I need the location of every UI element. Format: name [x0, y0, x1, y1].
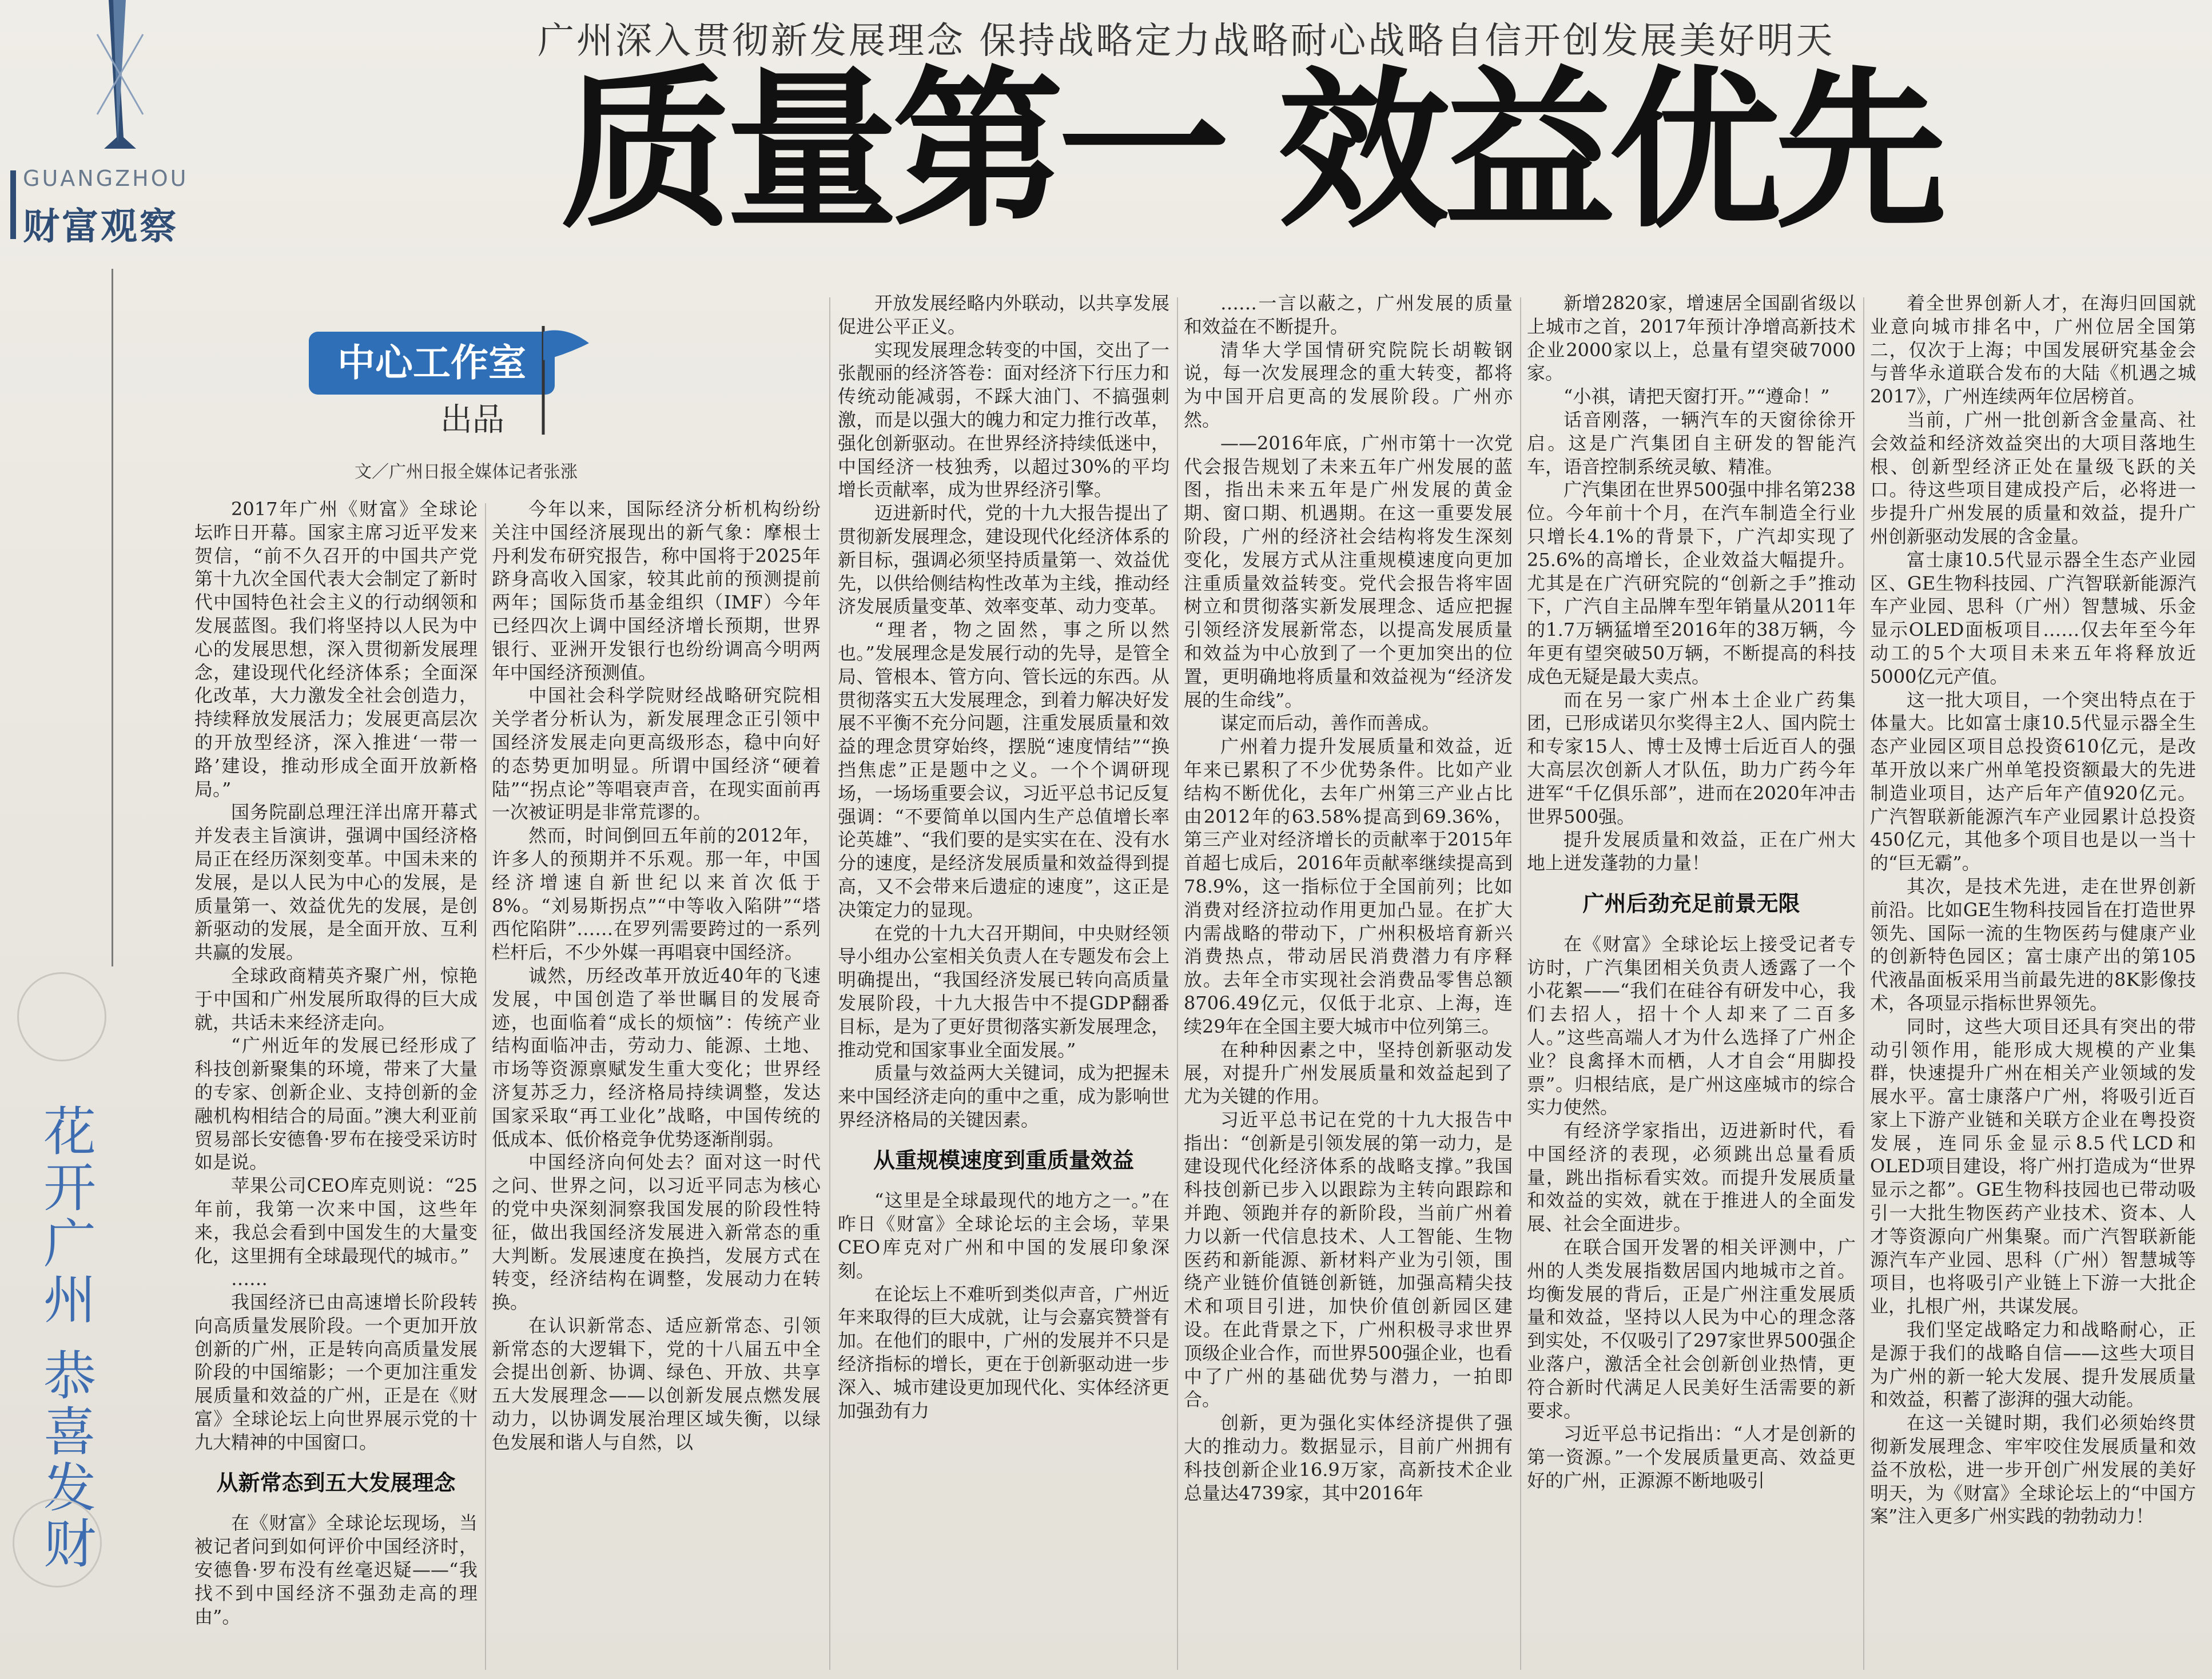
article-paragraph: 全球政商精英齐聚广州，惊艳于中国和广州发展所取得的巨大成就，共话未来经济走向。 [194, 964, 478, 1033]
article-paragraph: 诚然，历经改革开放近40年的飞速发展，中国创造了举世瞩目的发展奇迹，也面临着“成长的烦恼”：传统产业结构面临冲击，劳动力、能源、土地、市场等资源禀赋发生重大变化；世界经济复苏乏力，经济格局持续调整，发达国家采取“再工业化”战略，中国传统的低成本、低价格竞争优势逐渐削弱。 [492, 964, 821, 1150]
article-paragraph: 当前，广州一批创新含金量高、社会效益和经济效益突出的大项目落地生根、创新型经济正处在量级飞跃的关口。待这些项目建成投产后，必将进一步提升广州发展的质量和效益，提升广州创新驱动发展的含金量。 [1870, 408, 2196, 547]
article-paragraph: 这一批大项目，一个突出特点在于体量大。比如富士康10.5代显示器全生态产业园区项目总投资610亿元，是改革开放以来广州单笔投资额最大的先进制造业项目，达产后年产值920亿元。广汽智联新能源汽车产业园累计总投资450亿元，其他多个项目也是以一当十的“巨无霸”。 [1870, 689, 2196, 874]
article-paragraph: ……一言以蔽之，广州发展的质量和效益在不断提升。 [1184, 292, 1513, 337]
article-paragraph: 在《财富》全球论坛现场，当被记者问到如何评价中国经济时，安德鲁·罗布没有丝毫迟疑——“我找不到中国经济不强劲走高的理由”。 [194, 1512, 478, 1628]
masthead-accent-bar [10, 170, 16, 239]
article-paragraph: 话音刚落，一辆汽车的天窗徐徐开启。这是广汽集团自主研发的智能汽车，语音控制系统灵敏、精准。 [1527, 408, 1856, 478]
article-paragraph: 在这一关键时期，我们必须始终贯彻新发展理念、牢牢咬住发展质量和效益不放松，进一步开创广州发展的美好明天，为《财富》全球论坛上的“中国方案”注入更多广州实践的勃勃动力！ [1870, 1412, 2196, 1527]
article-paragraph: 我们坚定战略定力和战略耐心，正是源于我们的战略自信——这些大项目为广州的新一轮大发展、提升发展质量和效益，积蓄了澎湃的强大动能。 [1870, 1319, 2196, 1411]
article-column-4 [1184, 292, 1513, 1505]
article-paragraph: 富士康10.5代显示器全生态产业园区、GE生物科技园、广汽智联新能源汽车产业园、思科（广州）智慧城、乐金显示OLED面板项目……仅去年至今年动工的5个大项目未来五年将释放近5000亿元产值。 [1870, 548, 2196, 687]
flag-icon [526, 320, 595, 435]
article-column-1 [194, 498, 478, 1628]
main-headline: 质量第一 效益优先 [560, 51, 1942, 251]
article-paragraph: 我国经济已由高速增长阶段转向高质量发展阶段。一个更加开放创新的广州，正是转向高质量发展阶段的中国缩影；一个更加注重发展质量和效益的广州，正是在《财富》全球论坛上向世界展示党的十九大精神的中国窗口。 [194, 1291, 478, 1453]
article-paragraph: 在党的十九大召开期间，中央财经领导小组办公室相关负责人在专题发布会上明确提出，“我国经济发展已转向高质量发展阶段，十九大报告中不提GDP翻番目标，是为了更好贯彻落实新发展理念，推动党和国家事业全面发展。” [838, 922, 1169, 1061]
article-column-6 [1870, 292, 2196, 1528]
article-paragraph: 中国经济向何处去？面对这一时代之问、世界之问，以习近平同志为核心的党中央深刻洞察我国发展的阶段性特征，做出我国经济发展进入新常态的重大判断。发展速度在换挡，发展方式在转变，经济结构在调整，发展动力在转换。 [492, 1151, 821, 1314]
article-paragraph: 中国社会科学院财经战略研究院相关学者分析认为，新发展理念正引领中国经济发展走向更高级形态，稳中向好的态势更加明显。所谓中国经济“硬着陆”“拐点论”等唱衰声音，在现实面前再一次被证明是非常荒谬的。 [492, 685, 821, 823]
article-paragraph: 广州着力提升发展质量和效益，近年来已累积了不少优势条件。比如产业结构不断优化，去年广州第三产业占比由2012年的63.58%提高到69.36%，第三产业对经济增长的贡献率于2015年首超七成后，2016年贡献率继续提高到78.9%，这一指标位于全国前列；比如消费对经济拉动作用更加凸显。在扩大内需战略的带动下，广州积极培育新兴消费热点，带动居民消费潜力有序释放。去年全市实现社会消费品零售总额8706.49亿元，仅低于北京、上海，连续29年在全国主要大城市中位列第三。 [1184, 735, 1513, 1037]
article-paragraph: 国务院副总理汪洋出席开幕式并发表主旨演讲，强调中国经济格局正在经历深刻变革。中国未来的发展，是以人民为中心的发展，是质量第一、效益优先的发展，是创新驱动的发展，是全面开放、互利共赢的发展。 [194, 801, 478, 964]
article-paragraph: 实现发展理念转变的中国，交出了一张靓丽的经济答卷：面对经济下行压力和传统动能减弱，不踩大油门、不搞强刺激，而是以强大的魄力和定力推行改革，强化创新驱动。在世界经济持续低迷中，中国经济一枝独秀，以超过30%的平均增长贡献率，成为世界经济引擎。 [838, 339, 1169, 501]
article-paragraph: 清华大学国情研究院院长胡鞍钢说，每一次发展理念的重大转变，都将为中国开启更高的发展阶段。广州亦然。 [1184, 339, 1513, 431]
article-paragraph: 迈进新时代，党的十九大报告提出了贯彻新发展理念，建设现代化经济体系的新目标，强调必须坚持质量第一、效益优先，以供给侧结构性改革为主线，推动经济发展质量变革、效率变革、动力变革。 [838, 502, 1169, 618]
article-paragraph: 在种种因素之中，坚持创新驱动发展，对提升广州发展质量和效益起到了尤为关键的作用。 [1184, 1039, 1513, 1108]
article-paragraph: 在认识新常态、适应新常态、引领新常态的大逻辑下，党的十八届五中全会提出创新、协调、绿色、开放、共享五大发展理念——以创新发展点燃发展动力，以协调发展治理区域失衡，以绿色发展和谐人与自然，以 [492, 1314, 821, 1453]
canton-tower-icon [69, 0, 172, 149]
article-paragraph: 有经济学家指出，迈进新时代，看中国经济的表现，必须跳出总量看质量，跳出指标看实效。而提升发展质量和效益的实效，就在于推进人的全面发展、社会全面进步。 [1527, 1120, 1856, 1235]
column-divider [1863, 297, 1864, 1670]
article-paragraph: 而在另一家广州本土企业广药集团，已形成诺贝尔奖得主2人、国内院士和专家15人、博士及博士后近百人的强大高层次创新人才队伍，助力广药今年进军“千亿俱乐部”，进而在2020年冲击世界500强。 [1527, 689, 1856, 827]
studio-badge [309, 320, 606, 446]
article-paragraph: 广汽集团在世界500强中排名第238位。今年前十个月，在汽车制造全行业只增长4.1%的背景下，广汽却实现了25.6%的高增长，企业效益大幅提升。尤其是在广汽研究院的“创新之手”推动下，广汽自主品牌车型年销量从2011年的1.7万辆猛增至2016年的38万辆，今年更有望突破50万辆，不断提高的科技成色无疑是最大卖点。 [1527, 479, 1856, 687]
decorative-rosette-icon [17, 972, 106, 1061]
article-paragraph: “理者，物之固然，事之所以然也。”发展理念是发展行动的先导，是管全局、管根本、管方向、管长远的东西。从贯彻落实五大发展理念，到着力解决好发展不平衡不充分问题，注重发展质量和效益的理念贯穿始终，摆脱“速度情结”“换挡焦虑”正是题中之义。一个个调研现场，一场场重要会议，习近平总书记反复强调：“不要简单以国内生产总值增长率论英雄”、“我们要的是实实在在、没有水分的速度，是经济发展质量和效益得到提高，又不会带来后遗症的速度”，这正是决策定力的显现。 [838, 619, 1169, 921]
article-paragraph: 质量与效益两大关键词，成为把握未来中国经济走向的重中之重，成为影响世界经济格局的关键因素。 [838, 1062, 1169, 1131]
section-heading-2: 从重规模速度到重质量效益 [873, 1147, 1134, 1173]
article-paragraph: 谋定而后动，善作而善成。 [1220, 712, 1441, 734]
article-paragraph: “这里是全球最现代的地方之一。”在昨日《财富》全球论坛的主会场，苹果CEO库克对广州和中国的发展印象深刻。 [838, 1189, 1169, 1282]
article-paragraph: 在《财富》全球论坛上接受记者专访时，广汽集团相关负责人透露了一个小花絮——“我们在硅谷有研发中心，我们去招人，招十个人却来了二百多人。”这些高端人才为什么选择了广州企业？良禽择木而栖，人才自会“用脚投票”。归根结底，是广州这座城市的综合实力使然。 [1527, 933, 1856, 1119]
article-paragraph: 新增2820家，增速居全国副省级以上城市之首，2017年预计净增高新技术企业2000家以上，总量有望突破7000家。 [1527, 292, 1856, 384]
article-paragraph: 今年以来，国际经济分析机构纷纷关注中国经济展现出的新气象：摩根士丹利发布研究报告，称中国将于2025年跻身高收入国家，较其此前的预测提前两年；国际货币基金组织（IMF）今年已经四次上调中国经济增长预期，世界银行、亚洲开发银行也纷纷调高今明两年中国经济预测值。 [492, 498, 821, 683]
article-paragraph: “广州近年的发展已经形成了科技创新聚集的环境，带来了大量的专家、创新企业、支持创新的金融机构相结合的局面。”澳大利亚前贸易部长安德鲁·罗布在接受采访时如是说。 [194, 1035, 478, 1173]
article-paragraph: ——2016年底，广州市第十一次党代会报告规划了未来五年广州发展的蓝图，指出未来五年是广州发展的黄金期、窗口期、机遇期。在这一重要发展阶段，广州的经济社会结构将发生深刻变化，发展方式从注重规模速度向更加注重质量效益转变。党代会报告将牢固树立和贯彻落实新发展理念、适应把握引领经济发展新常态，以提高发展质量和效益为中心放到了一个更加突出的位置，更明确地将质量和效益视为“经济发展的生命线”。 [1184, 432, 1513, 711]
masthead-city: GUANGZHOU [23, 166, 189, 191]
article-paragraph: 2017年广州《财富》全球论坛昨日开幕。国家主席习近平发来贺信，“前不久召开的中国共产党第十九次全国代表大会制定了新时代中国特色社会主义的行动纲领和发展蓝图。我们将坚持以人民为中心的发展思想，深入贯彻新发展理念，建设现代化经济体系；全面深化改革，大力激发全社会创造力，持续释放发展活力；发展更高层次的开放型经济，深入推进‘一带一路’建设，推动形成全面开放新格局。” [194, 498, 478, 800]
article-paragraph: 同时，这些大项目还具有突出的带动引领作用，能形成大规模的产业集群，快速提升广州在相关产业领域的发展水平。富士康落户广州，将吸引近百家上下游产业链和关联方企业在粤投资发展，连同乐金显示8.5代LCD和OLED项目建设，将广州打造成为“世界显示之都”。GE生物科技园也已带动吸引一大批生物医药产业技术、资本、人才等资源向广州集聚。而广汽智联新能源汽车产业园、思科（广州）智慧城等项目，也将吸引产业链上下游一大批企业，扎根广州，共谋发展。 [1870, 1015, 2196, 1318]
side-rule [112, 269, 113, 966]
article-paragraph: …… [231, 1268, 268, 1290]
headline-kicker: 广州深入贯彻新发展理念 保持战略定力战略耐心战略自信开创发展美好明天 [538, 20, 1835, 62]
decorative-seal-icon [13, 1498, 102, 1588]
article-paragraph: 开放发展经略内外联动，以共享发展促进公平正义。 [838, 292, 1169, 337]
vertical-slogan: 花开广州 恭喜发财 [35, 1104, 96, 1573]
article-paragraph: 习近平总书记在党的十九大报告中指出：“创新是引领发展的第一动力，是建设现代化经济体系的战略支撑。”我国科技创新已步入以跟踪为主转向跟踪和并跑、领跑并存的新阶段，当前广州着力以新一代信息技术、人工智能、生物医药和新能源、新材料产业为引领，围绕产业链价值链创新链，加强高精尖技术和项目引进，加快价值创新园区建设。在此背景之下，广州积极寻求世界顶级企业合作，而世界500强企业，也看中了广州的基础优势与潜力，一拍即合。 [1184, 1108, 1513, 1411]
section-title: 财富观察 [23, 206, 178, 248]
article-column-3 [838, 292, 1169, 1422]
section-heading-3: 广州后劲充足前景无限 [1582, 890, 1800, 916]
column-divider [1520, 297, 1521, 1670]
column-divider [829, 297, 830, 1670]
studio-sub: 出品 [440, 401, 504, 439]
article-paragraph: 然而，时间倒回五年前的2012年，许多人的预期并不乐观。那一年，中国经济增速自新世纪以来首次低于8%。“刘易斯拐点”“中等收入陷阱”“塔西佗陷阱”……在罗列需要跨过的一系列栏杆后，不少外媒一再唱衰中国经济。 [492, 825, 821, 964]
column-divider [1177, 297, 1178, 1670]
article-paragraph: 其次，是技术先进，走在世界创新前沿。比如GE生物科技园旨在打造世界领先、国际一流的生物医药与健康产业的创新特色园区；富士康产出的第105代液晶面板采用当前最先进的8K影像技术，各项显示指标世界领先。 [1870, 875, 2196, 1014]
article-paragraph: 在论坛上不难听到类似声音，广州近年来取得的巨大成就，让与会嘉宾赞誉有加。在他们的眼中，广州的发展并不只是经济指标的增长，更在于创新驱动进一步深入、城市建设更加现代化、实体经济更加强劲有力 [838, 1283, 1169, 1422]
studio-name: 中心工作室 [309, 332, 555, 395]
article-paragraph: “小祺，请把天窗打开。”“遵命！” [1563, 385, 1830, 408]
article-paragraph: 创新，更为强化实体经济提供了强大的推动力。数据显示，目前广州拥有科技创新企业16.9万家，高新技术企业总量达4739家，其中2016年 [1184, 1412, 1513, 1504]
byline: 文／广州日报全媒体记者张涨 [355, 462, 578, 482]
article-paragraph: 习近平总书记指出：“人才是创新的第一资源。”一个发展质量更高、效益更好的广州，正源源不断地吸引 [1527, 1423, 1856, 1492]
section-heading-1: 从新常态到五大发展理念 [216, 1470, 456, 1495]
article-paragraph: 苹果公司CEO库克则说：“25年前，我第一次来中国，这些年来，我总会看到中国发生的大量变化，这里拥有全球最现代的城市。” [194, 1175, 478, 1267]
article-column-5 [1527, 292, 1856, 1493]
article-column-2 [492, 498, 821, 1454]
article-paragraph: 着全世界创新人才，在海归回国就业意向城市排名中，广州位居全国第二，仅次于上海；中国发展研究基金会与普华永道联合发布的大陆《机遇之城2017》，广州连续两年位居榜首。 [1870, 292, 2196, 408]
article-paragraph: 提升发展质量和效益，正在广州大地上迸发蓬勃的力量！ [1527, 829, 1856, 874]
column-divider [485, 503, 486, 1670]
article-paragraph: 在联合国开发署的相关评测中，广州的人类发展指数居国内地城市之首。均衡发展的背后，正是广州注重发展质量和效益，坚持以人民为中心的理念落到实处，不仅吸引了297家世界500强企业落户，激活全社会创新创业热情，更符合新时代满足人民美好生活需要的新要求。 [1527, 1236, 1856, 1422]
